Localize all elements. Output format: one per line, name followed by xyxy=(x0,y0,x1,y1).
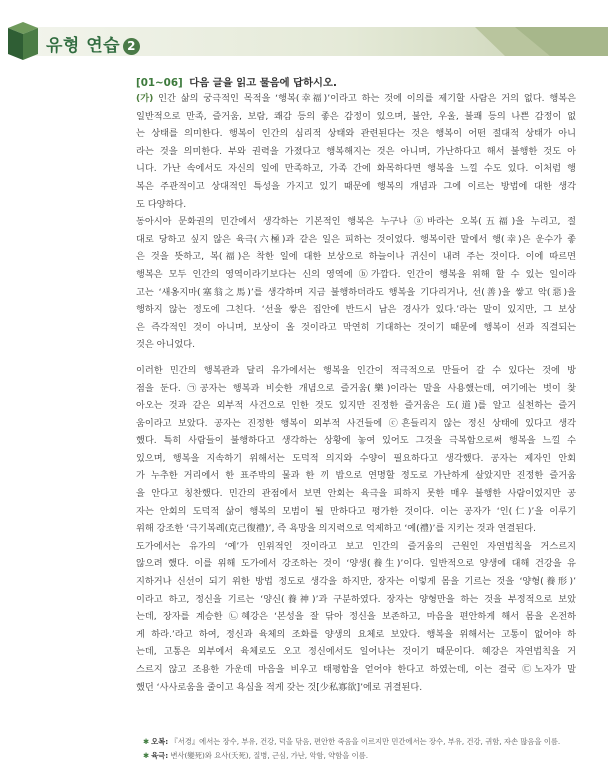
page-title xyxy=(46,31,140,56)
passage-line: 지하거나 신선이 되기 위한 방법 정도로 생각을 하지만, 장자는 이렇게 몸을 기르는 것을 ‘양형(養形)’ xyxy=(136,576,576,588)
passage-line: 움이라고 보았다. 공자는 진정한 행복이 외부적 사건들에 ⓒ흔들리지 않는 정신 상태에 있다고 생각 xyxy=(136,417,576,429)
footnotes xyxy=(143,735,583,763)
section-number-badge: 2 xyxy=(123,38,140,55)
passage-line: 동아시아 문화권의 민간에서 생각하는 기본적인 행복은 누구나 ⓐ바라는 오복(五福)을 누리고, 절 xyxy=(136,216,576,228)
footnote-bullet-icon: ✱ xyxy=(143,737,150,746)
footnote-term: 육극: xyxy=(151,751,169,760)
question-range: [01~06] xyxy=(136,77,183,89)
passage-line: 했다. 특히 사람들이 불행하다고 생각하는 상황에 놓여 있어도 그것을 극복함으로써 행복을 느낄 수 xyxy=(136,435,576,447)
passage-marker: (가) xyxy=(136,93,154,104)
passage-line: 니다. 가난 속에서도 자신의 일에 만족하고, 가족 간에 화목하다면 행복을 느낄 수도 있다. 이처럼 행 xyxy=(136,163,576,175)
passage-line: 했던 ‘사사로움을 줄이고 욕심을 적게 갖는 것[少私寡欲]’에로 귀결된다. xyxy=(136,681,423,693)
footnote xyxy=(143,749,583,763)
page-title-text: 유형 연습 xyxy=(46,36,121,56)
passage-line: 가 누추한 거리에서 한 표주박의 물과 한 끼 밥으로 연명할 정도로 가난하게 살았지만 진정한 즐거움 xyxy=(136,470,576,482)
section-header xyxy=(0,22,608,62)
footnote-bullet-icon: ✱ xyxy=(143,751,150,760)
passage-line: 이러한 민간의 행복관과 달리 유가에서는 행복을 인간이 적극적으로 만들어 갈 수 있다는 것에 방 xyxy=(136,364,576,376)
passage-line: 아오는 것과 같은 외부적 사건으로 인한 것도 있지만 진정한 즐거움은 도(道)를 알고 실천하는 즐거 xyxy=(136,400,576,412)
passage-line: 고는 ‘새옹지마(塞翁之馬)’를 생각하며 지금 불행하더라도 행복을 기다리거나, 선(善)을 쌓고 악(惡)을 xyxy=(136,286,576,298)
passage-line: 도 다양하다. xyxy=(136,198,187,210)
passage-line xyxy=(136,90,576,108)
passage-line: 이라고 하고, 정신을 기르는 ‘양신(養神)’과 구분하였다. 장자는 양형만을 하는 것을 부정적으로 보았 xyxy=(136,593,576,605)
passage-text: 인간 삶의 궁극적인 목적을 ‘행복(幸福)’이라고 하는 것에 이의를 제기할 사람은 거의 없다. 행복은 xyxy=(153,93,576,104)
passage-line: 대로 당하고 싶지 않은 육극(六極)과 같은 일은 피하는 것이었다. 행복이란 말에서 행(幸)은 운수가 좋 xyxy=(136,233,576,245)
header-stripe-decoration xyxy=(455,27,608,56)
passage-line: 복은 주관적이고 상대적인 특성을 가지고 있기 때문에 행복의 개념과 그에 이르는 방법에 대한 생각 xyxy=(136,180,576,192)
question-instruction xyxy=(136,74,337,89)
passage-line: 은 즉각적인 것이 아니며, 보상이 올 것이라고 막연히 기대하는 것이기 때문에 행복이 선과 직결되는 xyxy=(136,321,576,333)
footnote-text: 『서경』에서는 장수, 부유, 건강, 덕을 닦음, 편안한 죽음을 이르지만 민간에서는 장수, 부유, 건강, 귀함, 자손 많음을 이름. xyxy=(168,737,561,746)
passage xyxy=(136,90,576,696)
passage-line: 는데, 장자를 계승한 ㉡혜강은 ‘본성을 잘 닦아 정신을 보존하고, 마음을 편안하게 해서 몸을 온전하 xyxy=(136,611,576,623)
passage-line: 도가에서는 유가의 ‘예’가 인위적인 것이라고 보고 인간의 즐거움의 근원인 자연법칙을 거스르지 xyxy=(136,540,576,552)
passage-line: 스르지 않고 조용한 가운데 마음을 비우고 태평함을 얻어야 한다고 하였는데, 이는 결국 ㉢노자가 말 xyxy=(136,664,576,675)
passage-line: 라는 것을 의미한다. 부와 권력을 가졌다고 행복해지는 것은 아니며, 가난하다고 해서 불행한 것도 아 xyxy=(136,145,576,157)
passage-line: 점을 둔다. ㉠공자는 행복과 비슷한 개념으로 즐거움(樂)이라는 말을 사용했는데, 여기에는 벗이 찾 xyxy=(136,382,576,394)
passage-line: 있으며, 행복을 지속하기 위해서는 도덕적 의지와 수양이 필요하다고 생각했다. 공자는 제자인 안회 xyxy=(136,452,576,464)
passage-line: 위해 강조한 ‘극기복례(克己復禮)’, 즉 욕망을 의지력으로 억제하고 ‘예(禮)’를 지키는 것과 연결된다. xyxy=(136,523,536,535)
footnote xyxy=(143,735,583,749)
passage-line: 게 하라.’라고 하여, 정신과 육체의 조화를 양생의 요체로 보았다. 행복을 위해서는 고통이 없어야 하 xyxy=(136,628,576,640)
passage-line: 은 것을 뜻하고, 복(福)은 착한 일에 대한 보상으로 하늘이나 귀신이 내려 주는 것이다. 이에 따르면 xyxy=(136,251,576,263)
passage-line: 행하지 않는 정도에 그친다. ‘선을 쌓은 집안에 반드시 남은 경사가 있다.’라는 말이 있지만, 그 보상 xyxy=(136,304,576,316)
passage-line: 는 상태를 의미한다. 행복이 인간의 심리적 상태와 관련된다는 것은 행복이 어떤 절대적 상태가 아니 xyxy=(136,128,576,140)
passage-line: 행복은 모두 인간의 영역이라기보다는 신의 영역에 ⓑ가깝다. 인간이 행복을 위해 할 수 있는 일이라 xyxy=(136,268,576,280)
cube-icon xyxy=(8,22,38,60)
footnote-term: 오복: xyxy=(151,737,169,746)
passage-line: 는데, 고통은 외부에서 육체로도 오고 정신에서도 일어나는 것이기 때문이다. 혜강은 자연법칙을 거 xyxy=(136,646,576,658)
passage-line: 않으려 했다. 이를 위해 도가에서 강조하는 것이 ‘양생(養生)’이다. 일반적으로 양생에 대해 건강을 유 xyxy=(136,558,576,570)
passage-line: 것은 아니었다. xyxy=(136,339,196,351)
footnote-text: 변사(變死)와 요사(夭死), 질병, 근심, 가난, 악함, 약함을 이름. xyxy=(168,751,369,760)
passage-line: 자는 안회의 도덕적 삶이 행복의 모범이 될 만하다고 평가한 것이다. 이는 공자가 ‘인(仁)’을 이루기 xyxy=(136,505,576,517)
passage-line: 을 안다고 칭찬했다. 민간의 관점에서 보면 안회는 육극을 피하지 못한 매우 불행한 사람이었지만 공 xyxy=(136,488,576,500)
paragraph-gap xyxy=(136,354,576,362)
instruction-text: 다음 글을 읽고 물음에 답하시오. xyxy=(189,77,337,89)
passage-line: 일반적으로 만족, 즐거움, 보람, 쾌감 등의 좋은 감정이 있으며, 불안, 우울, 불쾌 등의 나쁜 감정이 없 xyxy=(136,110,576,122)
